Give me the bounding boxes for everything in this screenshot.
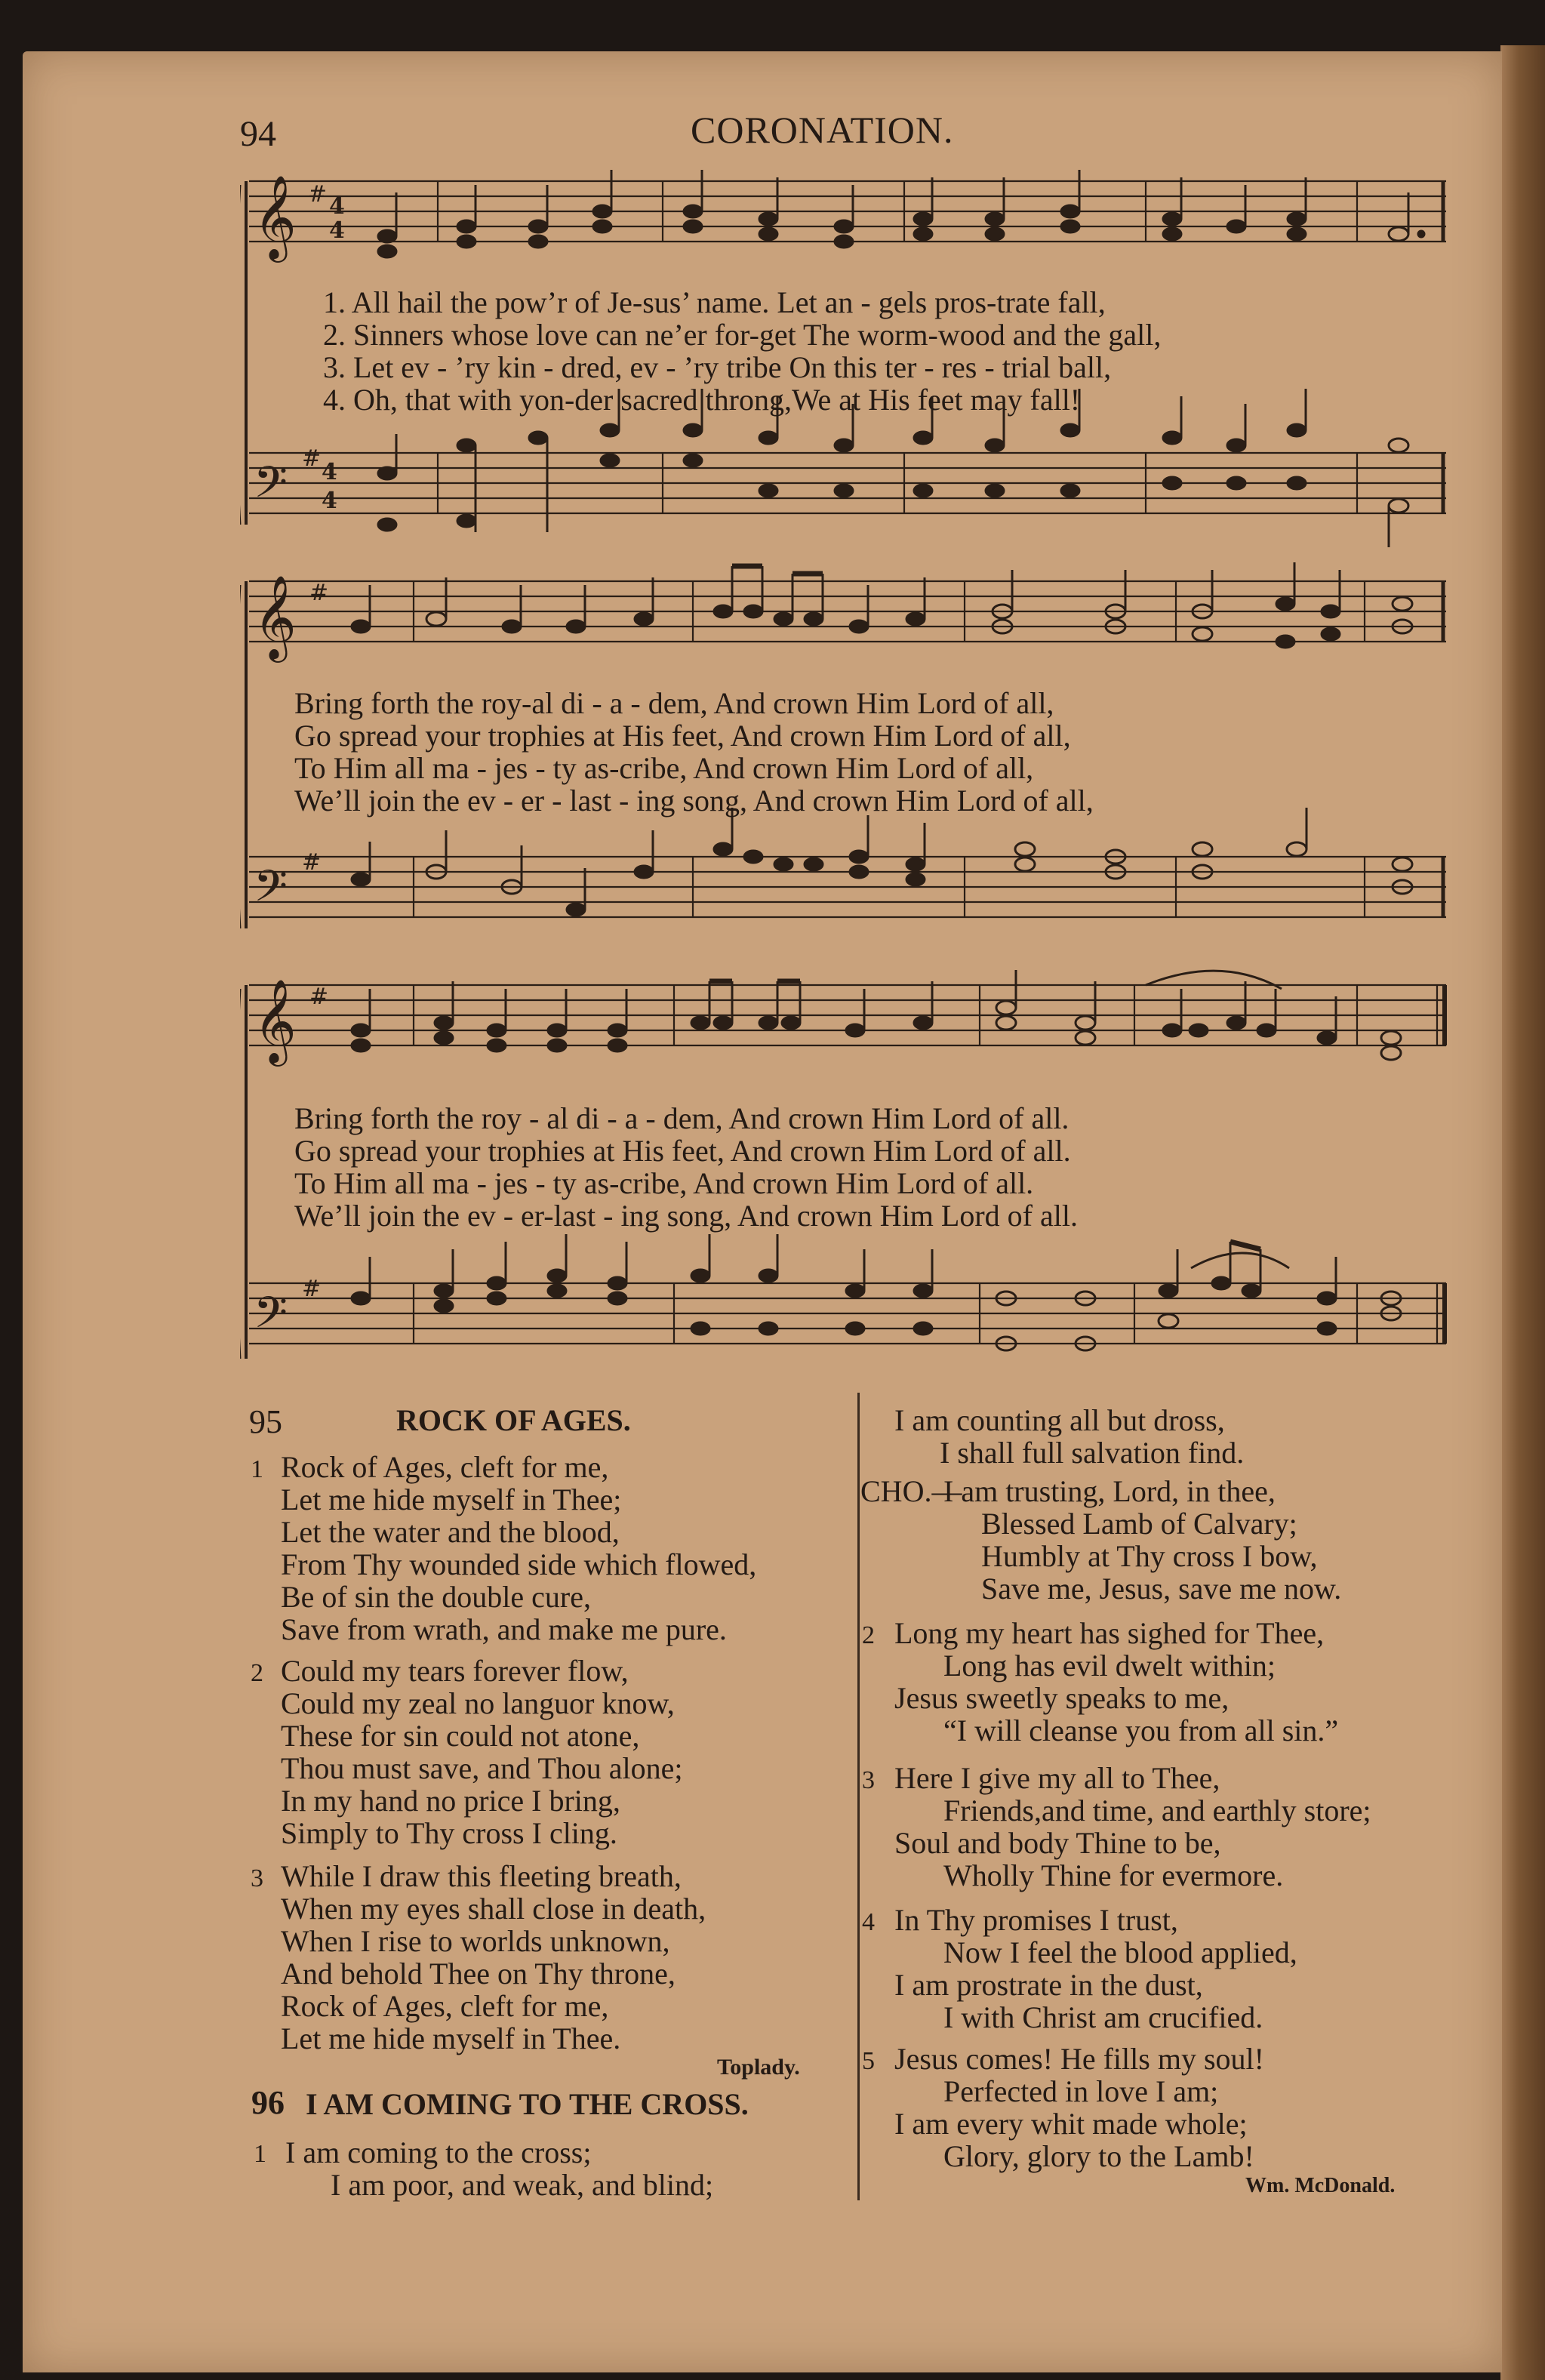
hymn-line: I am prostrate in the dust, [894, 1968, 1203, 2002]
lyric-line: To Him all ma - jes - ty as-cribe, And crown Him Lord of all. [294, 1166, 1034, 1200]
hymn-author: Toplady. [717, 2055, 800, 2080]
lyric-line: 2. Sinners whose love can ne’er for-get The worm-wood and the gall, [323, 318, 1162, 352]
hymn-number: 95 [249, 1403, 282, 1440]
chorus-line: I am trusting, Lord, in thee, [943, 1474, 1276, 1508]
hymn-line: Could my tears forever flow, [281, 1654, 629, 1688]
verse-number: 1 [251, 1455, 263, 1483]
hymn-line: While I draw this fleeting breath, [281, 1859, 682, 1893]
hymn-line: Long has evil dwelt within; [943, 1649, 1276, 1683]
hymn-line: Wholly Thine for evermore. [943, 1858, 1284, 1892]
hymn-line: Here I give my all to Thee, [894, 1761, 1220, 1795]
hymn-line: Thou must save, and Thou alone; [281, 1751, 683, 1785]
hymn-line: Let the water and the blood, [281, 1515, 620, 1549]
lyric-line: 4. Oh, that with yon-der sacred throng,We at His feet may fall! [323, 383, 1081, 417]
book-page-edge [1500, 45, 1545, 2380]
page-number: 94 [240, 114, 276, 154]
hymn-line: When I rise to worlds unknown, [281, 1924, 670, 1958]
hymn-line: Now I feel the blood applied, [943, 1935, 1297, 1969]
hymn-line: These for sin could not atone, [281, 1719, 640, 1753]
hymn-line: Jesus sweetly speaks to me, [894, 1681, 1230, 1715]
hymn-line: “I will cleanse you from all sin.” [943, 1713, 1339, 1747]
lyric-line: Go spread your trophies at His feet, And crown Him Lord of all, [294, 719, 1071, 753]
hymn-line: I shall full salvation find. [940, 1436, 1245, 1470]
hymn-line: In my hand no price I bring, [281, 1784, 620, 1818]
hymn-line: Rock of Ages, cleft for me, [281, 1989, 609, 2023]
svg-text:4: 4 [329, 217, 345, 244]
column-divider [857, 1393, 860, 2200]
hymn-line: Jesus comes! He fills my soul! [894, 2042, 1264, 2076]
svg-text:4: 4 [322, 459, 337, 485]
music-system-1 [240, 170, 1455, 547]
chorus-line: Humbly at Thy cross I bow, [981, 1539, 1318, 1573]
lyric-line: Go spread your trophies at His feet, And crown Him Lord of all. [294, 1134, 1071, 1168]
hymn-line: Simply to Thy cross I cling. [281, 1816, 617, 1850]
verse-number: 1 [254, 2140, 266, 2168]
hymn-line: Let me hide myself in Thee; [281, 1482, 622, 1516]
treble-clef-icon: 𝄞 [254, 978, 297, 1063]
bass-clef-icon: 𝄢 [254, 1287, 288, 1349]
verse-number: 3 [862, 1766, 875, 1794]
hymn-title: I AM COMING TO THE CROSS. [306, 2087, 749, 2121]
hymn-line: Glory, glory to the Lamb! [943, 2139, 1254, 2173]
lyric-line: We’ll join the ev - er-last - ing song, And crown Him Lord of all. [294, 1199, 1078, 1233]
hymn-line: Long my heart has sighed for Thee, [894, 1616, 1325, 1650]
svg-text:#: # [302, 1276, 322, 1302]
svg-text:#: # [302, 849, 322, 876]
music-system-3 [240, 966, 1455, 1374]
svg-text:#: # [302, 445, 322, 472]
hymn-line: Let me hide myself in Thee. [281, 2021, 621, 2055]
lyric-line: Bring forth the roy-al di - a - dem, And crown Him Lord of all, [294, 686, 1054, 720]
verse-number: 4 [862, 1908, 875, 1936]
hymn-line: I am every whit made whole; [894, 2107, 1248, 2141]
svg-text:4: 4 [329, 193, 345, 220]
svg-text:4: 4 [322, 488, 337, 514]
hymn-line: From Thy wounded side which flowed, [281, 1547, 757, 1581]
hymn-title: ROCK OF AGES. [396, 1403, 631, 1437]
svg-text:#: # [308, 181, 328, 208]
music-system-2 [240, 559, 1455, 936]
lyric-line: We’ll join the ev - er - last - ing song, And crown Him Lord of all, [294, 784, 1094, 817]
verse-number: 2 [862, 1621, 875, 1649]
hymn-line: Be of sin the double cure, [281, 1580, 591, 1614]
hymn-line: And behold Thee on Thy throne, [281, 1957, 676, 1991]
verse-number: 5 [862, 2047, 875, 2075]
hymn-line: Friends,and time, and earthly store; [943, 1793, 1371, 1827]
lyric-line: 3. Let ev - ’ry kin - dred, ev - ’ry tribe On this ter - res - trial ball, [323, 350, 1112, 384]
hymn-line: When my eyes shall close in death, [281, 1892, 706, 1926]
hymn-line: Save from wrath, and make me pure. [281, 1612, 727, 1646]
bass-clef-icon: 𝄢 [254, 861, 288, 922]
verse-number: 2 [251, 1659, 263, 1687]
hymn-line: Could my zeal no languor know, [281, 1686, 675, 1720]
hymn-line: Rock of Ages, cleft for me, [281, 1450, 609, 1484]
verse-number: 3 [251, 1864, 263, 1892]
svg-text:#: # [309, 984, 329, 1010]
hymn-line: Perfected in love I am; [943, 2074, 1219, 2108]
tune-title: CORONATION. [691, 109, 954, 151]
hymn-line: I am poor, and weak, and blind; [331, 2168, 714, 2202]
chorus-line: Save me, Jesus, save me now. [981, 1572, 1342, 1606]
lyric-line: 1. All hail the pow’r of Je-sus’ name. Let an - gels pros-trate fall, [323, 285, 1106, 319]
treble-clef-icon: 𝄞 [254, 174, 297, 259]
lyric-line: To Him all ma - jes - ty as-cribe, And crown Him Lord of all, [294, 751, 1034, 785]
hymn-line: Soul and body Thine to be, [894, 1826, 1221, 1860]
hymn-line: I with Christ am crucified. [943, 2000, 1263, 2034]
hymn-line: I am counting all but dross, [894, 1403, 1225, 1437]
bass-clef-icon: 𝄢 [254, 457, 288, 519]
svg-text:#: # [309, 580, 329, 606]
hymn-line: I am coming to the cross; [285, 2135, 592, 2169]
lyric-line: Bring forth the roy - al di - a - dem, And crown Him Lord of all. [294, 1101, 1069, 1135]
chorus-line: Blessed Lamb of Calvary; [981, 1507, 1297, 1541]
chorus-label: CHO.— [860, 1474, 962, 1508]
hymn-line: In Thy promises I trust, [894, 1903, 1178, 1937]
hymn-number: 96 [251, 2084, 285, 2121]
treble-clef-icon: 𝄞 [254, 574, 297, 659]
hymn-author: Wm. McDonald. [1245, 2174, 1396, 2197]
